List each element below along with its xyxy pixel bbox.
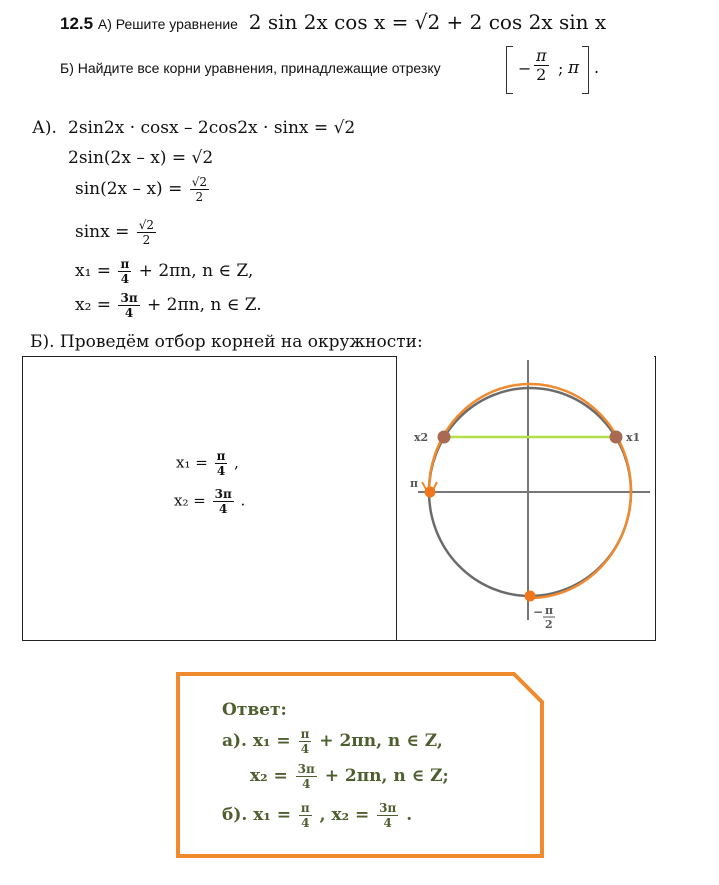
answer-b2-num: 3π (379, 801, 397, 815)
label-x1: x1 (626, 431, 641, 444)
point-pi (425, 487, 436, 498)
task-a-equation: 2 sin 2x cos x = √2 + 2 cos 2x sin x (248, 10, 607, 34)
line3-lhs: sin(2x – x) = (75, 179, 183, 199)
roots-table-divider (396, 356, 397, 641)
interval-right: π (568, 58, 580, 78)
roots-x1-tail: , (234, 453, 239, 472)
roots-x1 (176, 450, 239, 477)
interval-left-num: π (536, 46, 547, 65)
roots-x1-den: 4 (216, 464, 226, 478)
point-x2 (438, 431, 451, 444)
answer-b-sep: , x₂ = (319, 805, 370, 825)
interval-separator: ; (558, 59, 564, 78)
solution-a-line2: 2sin(2x – x) = √2 (68, 148, 214, 168)
interval-left-fraction (534, 48, 549, 83)
label-x2: x2 (414, 431, 429, 444)
answer-b2-den: 4 (383, 816, 392, 830)
line3-num: √2 (191, 175, 208, 189)
answer-a2-num: 3π (297, 762, 315, 776)
task-a-prefix: А) Решите уравнение (97, 16, 238, 32)
answer-b1-den: 4 (301, 816, 310, 830)
line6-num: 3π (120, 291, 138, 305)
answer-b2-fraction (377, 802, 398, 829)
line3-fraction (190, 176, 209, 203)
answer-a2-fraction (296, 763, 317, 790)
line6-fraction (118, 292, 139, 319)
answer-a2-den: 4 (302, 777, 311, 791)
answer-a1-den: 4 (300, 742, 310, 756)
line6-lhs: x₂ = (75, 295, 112, 315)
line5-fraction (118, 258, 131, 285)
answer-b-line (222, 802, 412, 829)
line4-den: 2 (142, 233, 151, 247)
solution-a-line4 (75, 219, 158, 246)
line6-rhs: + 2πn, n ∈ Z. (147, 295, 262, 315)
label-minus: − (533, 605, 544, 619)
answer-a1-rhs: + 2πn, n ∈ Z, (319, 731, 443, 751)
roots-x1-num: π (216, 449, 226, 463)
line4-fraction (137, 219, 156, 246)
roots-x2-lhs: x₂ = (174, 491, 206, 510)
answer-a1-num: π (300, 727, 310, 741)
task-line-a (60, 10, 606, 34)
answer-a2-rhs: + 2πn, n ∈ Z; (324, 766, 449, 786)
point-x1 (610, 431, 623, 444)
point-minus-pi-half (525, 591, 536, 602)
roots-table-top-left (22, 356, 396, 357)
roots-table-top-right (654, 356, 656, 357)
answer-a2-lhs: x₂ = (250, 766, 288, 786)
answer-b1-num: π (300, 801, 310, 815)
label-pi-half-den: 2 (545, 618, 553, 631)
interval-left-den: 2 (536, 65, 547, 84)
line5-num: π (120, 257, 130, 271)
interval (506, 46, 602, 94)
line6-den: 4 (124, 306, 134, 320)
roots-x1-fraction (215, 450, 228, 477)
interval-minus: − (518, 59, 532, 78)
answer-a-line2 (250, 763, 449, 790)
label-pi-half-num: п (545, 604, 554, 617)
answer-a-line1 (222, 728, 443, 755)
answer-a1-fraction (299, 728, 312, 755)
solution-a-line1: 2sin2x · cosx – 2cos2x · sinx = √2 (68, 118, 356, 138)
line4-lhs: sinx = (75, 222, 130, 242)
line5-rhs: + 2πn, n ∈ Z, (138, 261, 254, 281)
answer-title: Ответ: (222, 700, 287, 720)
task-number: 12.5 (60, 14, 94, 33)
interval-right-bracket (582, 46, 589, 94)
line4-num: √2 (138, 218, 155, 232)
answer-b1-lhs: x₁ = (253, 805, 291, 825)
roots-x2-den: 4 (218, 502, 228, 516)
solution-a-label: А). (32, 118, 57, 138)
line5-lhs: x₁ = (75, 261, 112, 281)
solution-a-line3 (75, 176, 211, 203)
answer-a1-lhs: x₁ = (252, 731, 291, 751)
interval-end: . (594, 58, 600, 77)
answer-b-tail: . (406, 805, 413, 825)
roots-x2-num: 3π (214, 487, 232, 501)
roots-x2 (174, 488, 245, 515)
roots-x1-lhs: x₁ = (176, 453, 208, 472)
line3-den: 2 (195, 190, 204, 204)
interval-left-bracket (506, 46, 513, 94)
solution-b-heading: Б). Проведём отбор корней на окружности: (30, 332, 423, 352)
answer-a-label: а). (222, 731, 247, 751)
solution-a-line6 (75, 292, 262, 319)
roots-x2-fraction (213, 488, 234, 515)
solution-a-line5 (75, 258, 253, 285)
line5-den: 4 (120, 272, 130, 286)
label-pi: п (410, 477, 419, 490)
roots-x2-tail: . (240, 491, 246, 510)
answer-b-label: б). (222, 805, 248, 825)
answer-b1-fraction (299, 802, 312, 829)
unit-circle-diagram (400, 358, 652, 638)
task-b-text: Б) Найдите все корни уравнения, принадлежащие отрезку (60, 60, 441, 76)
